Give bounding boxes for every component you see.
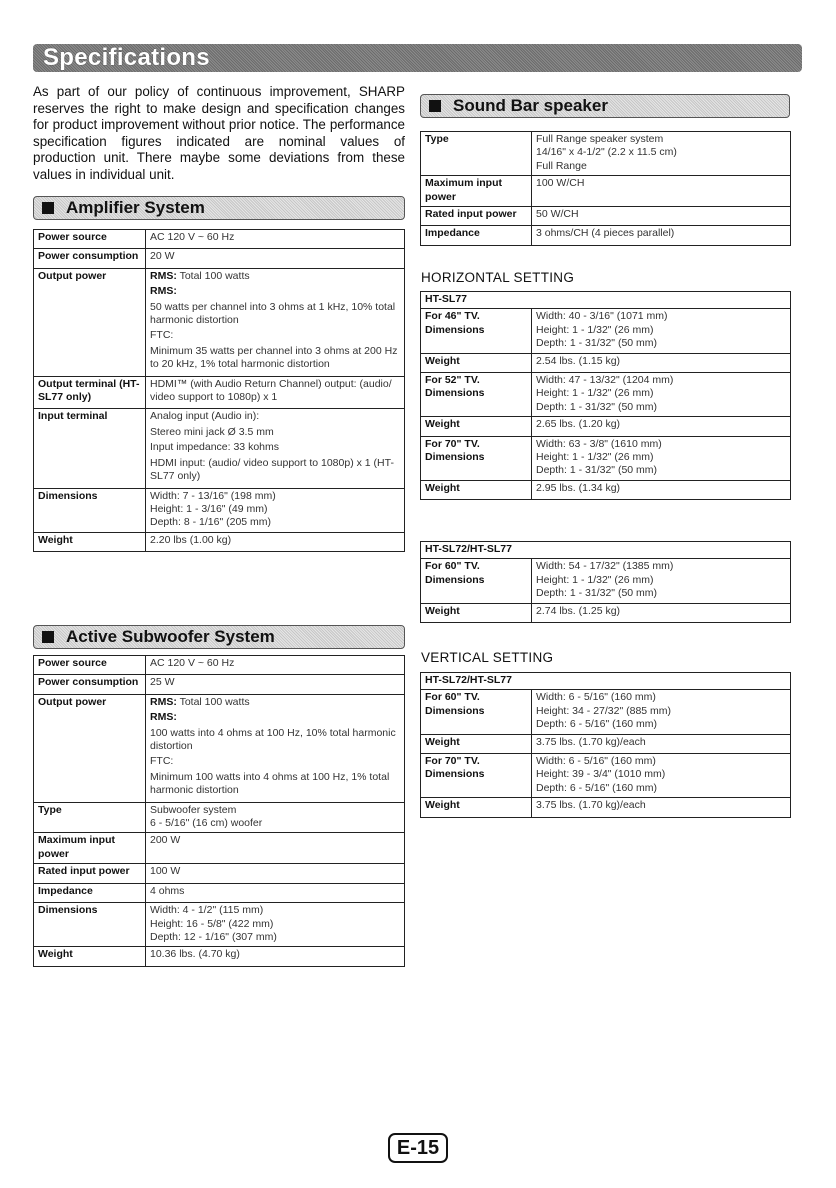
spec-value-line: Depth: 6 - 5/16" (160 mm) bbox=[536, 781, 658, 794]
spec-row bbox=[34, 656, 405, 675]
spec-label: Rated input power bbox=[421, 207, 532, 226]
spec-value bbox=[532, 559, 791, 603]
spec-value bbox=[532, 690, 791, 734]
spec-value-line: Height: 1 - 1/32" (26 mm) bbox=[536, 573, 654, 586]
spec-value-line: Analog input (Audio in): bbox=[150, 410, 260, 423]
square-bullet-icon bbox=[429, 100, 441, 112]
spec-value bbox=[146, 532, 405, 551]
spec-value-prefix: RMS: bbox=[150, 285, 177, 298]
page-number: E-15 bbox=[388, 1133, 448, 1163]
spec-row bbox=[34, 947, 405, 966]
section-title: Active Subwoofer System bbox=[66, 627, 275, 646]
spec-row bbox=[421, 734, 791, 753]
spec-value-line: Minimum 100 watts into 4 ohms at 100 Hz, 1% total harmonic distortion bbox=[150, 770, 390, 797]
spec-row bbox=[34, 864, 405, 883]
spec-value-line: Height: 34 - 27/32" (885 mm) bbox=[536, 704, 672, 717]
spec-value-line: FTC: bbox=[150, 329, 174, 342]
spec-row bbox=[34, 903, 405, 947]
model-header: HT-SL72/HT-SL77 bbox=[421, 673, 791, 690]
spec-value-line bbox=[150, 711, 400, 724]
spec-row bbox=[34, 488, 405, 532]
spec-value-line: AC 120 V ~ 60 Hz bbox=[150, 231, 235, 243]
spec-value-line: Height: 16 - 5/8" (422 mm) bbox=[150, 917, 274, 930]
spec-value-line: Full Range speaker system bbox=[536, 133, 664, 145]
spec-label: Weight bbox=[421, 417, 532, 436]
spec-label: For 60" TV. Dimensions bbox=[421, 690, 532, 734]
spec-row bbox=[34, 249, 405, 268]
spec-value bbox=[532, 309, 791, 353]
spec-value-line: Width: 4 - 1/2" (115 mm) bbox=[150, 904, 264, 917]
spec-value-line: Subwoofer system bbox=[150, 803, 237, 816]
spec-value-line: Height: 1 - 1/32" (26 mm) bbox=[536, 451, 654, 464]
spec-value bbox=[532, 226, 791, 245]
spec-row bbox=[421, 207, 791, 226]
spec-value-text: Total 100 watts bbox=[176, 695, 250, 708]
table-header-row bbox=[421, 542, 791, 559]
table-header-row bbox=[421, 292, 791, 309]
horizontal-setting-heading: HORIZONTAL SETTING bbox=[421, 270, 575, 285]
spec-value-line: 2.20 lbs (1.00 kg) bbox=[150, 533, 232, 546]
model-header: HT-SL72/HT-SL77 bbox=[421, 542, 791, 559]
spec-row bbox=[34, 833, 405, 864]
spec-value bbox=[146, 694, 405, 802]
spec-value-line: Full Range bbox=[536, 159, 587, 172]
spec-label: Output power bbox=[34, 694, 146, 802]
spec-value-line: Width: 7 - 13/16" (198 mm) bbox=[150, 489, 276, 502]
horizontal-ht-sl77-table bbox=[420, 291, 791, 500]
spec-value bbox=[146, 249, 405, 268]
spec-value bbox=[146, 903, 405, 947]
spec-value bbox=[532, 480, 791, 499]
spec-value bbox=[146, 230, 405, 249]
spec-value bbox=[532, 754, 791, 798]
square-bullet-icon bbox=[42, 631, 54, 643]
spec-label: For 60" TV. Dimensions bbox=[421, 559, 532, 603]
spec-value-line: 4 ohms bbox=[150, 884, 185, 897]
spec-row bbox=[421, 603, 791, 622]
section-header-amplifier bbox=[33, 196, 405, 220]
spec-value-line bbox=[150, 285, 400, 298]
spec-value-prefix: RMS: bbox=[150, 269, 177, 282]
spec-row bbox=[34, 230, 405, 249]
spec-label: Weight bbox=[421, 353, 532, 372]
spec-value-line: Width: 6 - 5/16" (160 mm) bbox=[536, 755, 656, 768]
soundbar-spec-table bbox=[420, 131, 791, 246]
spec-value-line: 3.75 lbs. (1.70 kg)/each bbox=[536, 799, 646, 812]
spec-value-line: 10.36 lbs. (4.70 kg) bbox=[150, 948, 240, 961]
spec-value-line: Depth: 1 - 31/32" (50 mm) bbox=[536, 464, 658, 477]
spec-value bbox=[532, 353, 791, 372]
spec-label: For 52" TV. Dimensions bbox=[421, 373, 532, 417]
spec-value-line: 20 W bbox=[150, 250, 175, 263]
spec-value-line: FTC: bbox=[150, 755, 174, 768]
spec-label: Power consumption bbox=[34, 675, 146, 694]
spec-row bbox=[34, 675, 405, 694]
spec-label: For 70" TV. Dimensions bbox=[421, 436, 532, 480]
spec-row bbox=[34, 802, 405, 833]
vertical-ht-sl72-sl77-table bbox=[420, 672, 791, 818]
spec-label: Power source bbox=[34, 230, 146, 249]
model-header: HT-SL77 bbox=[421, 292, 791, 309]
spec-row bbox=[34, 883, 405, 902]
spec-label: Power source bbox=[34, 656, 146, 675]
spec-value-line bbox=[150, 696, 400, 709]
spec-value bbox=[532, 207, 791, 226]
page-title: Specifications bbox=[43, 44, 210, 71]
spec-value bbox=[532, 132, 791, 176]
spec-value-line: 100 W bbox=[150, 865, 181, 878]
spec-value bbox=[532, 417, 791, 436]
section-title: Amplifier System bbox=[66, 198, 205, 217]
spec-value bbox=[146, 883, 405, 902]
spec-label: Weight bbox=[34, 947, 146, 966]
spec-value-line: 25 W bbox=[150, 676, 175, 689]
spec-row bbox=[421, 798, 791, 817]
spec-value bbox=[146, 656, 405, 675]
spec-value-line: Depth: 1 - 31/32" (50 mm) bbox=[536, 337, 658, 350]
spec-row bbox=[421, 559, 791, 603]
spec-row bbox=[421, 226, 791, 245]
spec-value-line: Height: 1 - 1/32" (26 mm) bbox=[536, 323, 654, 336]
spec-label: Weight bbox=[421, 798, 532, 817]
spec-label: Weight bbox=[421, 734, 532, 753]
spec-label: Dimensions bbox=[34, 903, 146, 947]
spec-value bbox=[146, 376, 405, 409]
spec-row bbox=[421, 480, 791, 499]
spec-row bbox=[421, 417, 791, 436]
spec-value-line: 50 W/CH bbox=[536, 208, 579, 221]
spec-row bbox=[421, 132, 791, 176]
spec-label: Weight bbox=[421, 603, 532, 622]
spec-row bbox=[421, 754, 791, 798]
spec-value-line: Height: 1 - 3/16" (49 mm) bbox=[150, 502, 268, 515]
subwoofer-spec-table bbox=[33, 655, 405, 967]
spec-label: Impedance bbox=[421, 226, 532, 245]
spec-value bbox=[532, 176, 791, 207]
spec-value-line: 100 W/CH bbox=[536, 177, 585, 190]
spec-label: Maximum input power bbox=[34, 833, 146, 864]
spec-value bbox=[146, 675, 405, 694]
spec-value-line: 100 watts into 4 ohms at 100 Hz, 10% total harmonic distortion bbox=[150, 726, 396, 753]
spec-row bbox=[34, 532, 405, 551]
spec-row bbox=[34, 376, 405, 409]
spec-row bbox=[421, 690, 791, 734]
intro-paragraph: As part of our policy of continuous improvement, SHARP reserves the right to make design and specification changes for product improvement without prior notice. The performance specification figures indicated are nominal values of production unit. There maybe some deviations from these values in individual unit. bbox=[33, 84, 405, 182]
spec-row bbox=[34, 268, 405, 376]
spec-value-line: 3 ohms/CH (4 pieces parallel) bbox=[536, 227, 675, 240]
spec-label: For 70" TV. Dimensions bbox=[421, 754, 532, 798]
spec-value-line: Width: 63 - 3/8" (1610 mm) bbox=[536, 437, 662, 450]
table-header-row bbox=[421, 673, 791, 690]
spec-row bbox=[421, 373, 791, 417]
spec-row bbox=[421, 353, 791, 372]
spec-label: Power consumption bbox=[34, 249, 146, 268]
spec-value-line: Input impedance: 33 kohms bbox=[150, 441, 279, 454]
spec-row bbox=[34, 409, 405, 488]
spec-label: Output terminal (HT-SL77 only) bbox=[34, 376, 146, 409]
spec-value-line: Minimum 35 watts per channel into 3 ohms at 200 Hz to 20 kHz, 1% total harmonic distortion bbox=[150, 344, 398, 371]
spec-value-line: 3.75 lbs. (1.70 kg)/each bbox=[536, 735, 646, 748]
spec-row bbox=[421, 309, 791, 353]
spec-value bbox=[146, 268, 405, 376]
spec-label: Weight bbox=[421, 480, 532, 499]
horizontal-ht-sl72-sl77-table bbox=[420, 541, 791, 623]
spec-value-line: Width: 40 - 3/16" (1071 mm) bbox=[536, 310, 668, 323]
spec-value-line: Height: 1 - 1/32" (26 mm) bbox=[536, 387, 654, 400]
spec-row bbox=[421, 176, 791, 207]
page-title-banner bbox=[33, 44, 802, 72]
spec-value-line: 2.95 lbs. (1.34 kg) bbox=[536, 481, 621, 494]
spec-value-line: Height: 39 - 3/4" (1010 mm) bbox=[536, 768, 666, 781]
spec-label: Dimensions bbox=[34, 488, 146, 532]
spec-value bbox=[532, 373, 791, 417]
spec-value bbox=[146, 864, 405, 883]
spec-value bbox=[532, 734, 791, 753]
spec-value-line: 2.54 lbs. (1.15 kg) bbox=[536, 354, 621, 367]
spec-value-line: Depth: 6 - 5/16" (160 mm) bbox=[536, 718, 658, 731]
spec-value-line: Stereo mini jack Ø 3.5 mm bbox=[150, 425, 274, 438]
spec-value-line: HDMI™ (with Audio Return Channel) output: (audio/ video support to 1080p) x 1 bbox=[150, 377, 392, 404]
spec-value-line: 6 - 5/16" (16 cm) woofer bbox=[150, 817, 263, 830]
spec-label: Maximum input power bbox=[421, 176, 532, 207]
spec-value-line: AC 120 V ~ 60 Hz bbox=[150, 657, 235, 669]
spec-label: Type bbox=[34, 802, 146, 833]
square-bullet-icon bbox=[42, 202, 54, 214]
spec-value-line: 200 W bbox=[150, 834, 181, 847]
vertical-setting-heading: VERTICAL SETTING bbox=[421, 650, 554, 665]
spec-label: Impedance bbox=[34, 883, 146, 902]
spec-value-line: 2.74 lbs. (1.25 kg) bbox=[536, 604, 621, 617]
section-title: Sound Bar speaker bbox=[453, 96, 608, 115]
spec-value bbox=[146, 488, 405, 532]
spec-value-line: 50 watts per channel into 3 ohms at 1 kHz, 10% total harmonic distortion bbox=[150, 300, 396, 327]
spec-value bbox=[532, 603, 791, 622]
spec-row bbox=[421, 436, 791, 480]
spec-label: Input terminal bbox=[34, 409, 146, 488]
spec-row bbox=[34, 694, 405, 802]
spec-label: For 46" TV. Dimensions bbox=[421, 309, 532, 353]
spec-value-line: Width: 6 - 5/16" (160 mm) bbox=[536, 691, 656, 704]
spec-value bbox=[146, 947, 405, 966]
spec-label: Weight bbox=[34, 532, 146, 551]
spec-value-line: Depth: 1 - 31/32" (50 mm) bbox=[536, 400, 658, 413]
spec-value-line: Depth: 8 - 1/16" (205 mm) bbox=[150, 516, 272, 529]
spec-label: Output power bbox=[34, 268, 146, 376]
section-header-soundbar bbox=[420, 94, 790, 118]
spec-value-line: Depth: 12 - 1/16" (307 mm) bbox=[150, 930, 277, 943]
spec-label: Rated input power bbox=[34, 864, 146, 883]
spec-value-line: Width: 47 - 13/32" (1204 mm) bbox=[536, 374, 674, 387]
amplifier-spec-table bbox=[33, 229, 405, 552]
spec-value-line: 2.65 lbs. (1.20 kg) bbox=[536, 418, 621, 431]
spec-value-line: Depth: 1 - 31/32" (50 mm) bbox=[536, 587, 658, 600]
spec-value-line: 14/16" x 4-1/2" (2.2 x 11.5 cm) bbox=[536, 146, 677, 159]
spec-value-line: HDMI input: (audio/ video support to 1080p) x 1 (HT-SL77 only) bbox=[150, 456, 394, 483]
spec-value bbox=[146, 833, 405, 864]
spec-value bbox=[532, 798, 791, 817]
spec-value-text: Total 100 watts bbox=[176, 269, 250, 282]
spec-value bbox=[146, 409, 405, 488]
spec-value-line: Width: 54 - 17/32" (1385 mm) bbox=[536, 560, 674, 573]
spec-label: Type bbox=[421, 132, 532, 176]
spec-value-prefix: RMS: bbox=[150, 711, 177, 724]
spec-value bbox=[532, 436, 791, 480]
spec-value-prefix: RMS: bbox=[150, 695, 177, 708]
section-header-subwoofer bbox=[33, 625, 405, 649]
spec-value-line bbox=[150, 270, 400, 283]
spec-value bbox=[146, 802, 405, 833]
